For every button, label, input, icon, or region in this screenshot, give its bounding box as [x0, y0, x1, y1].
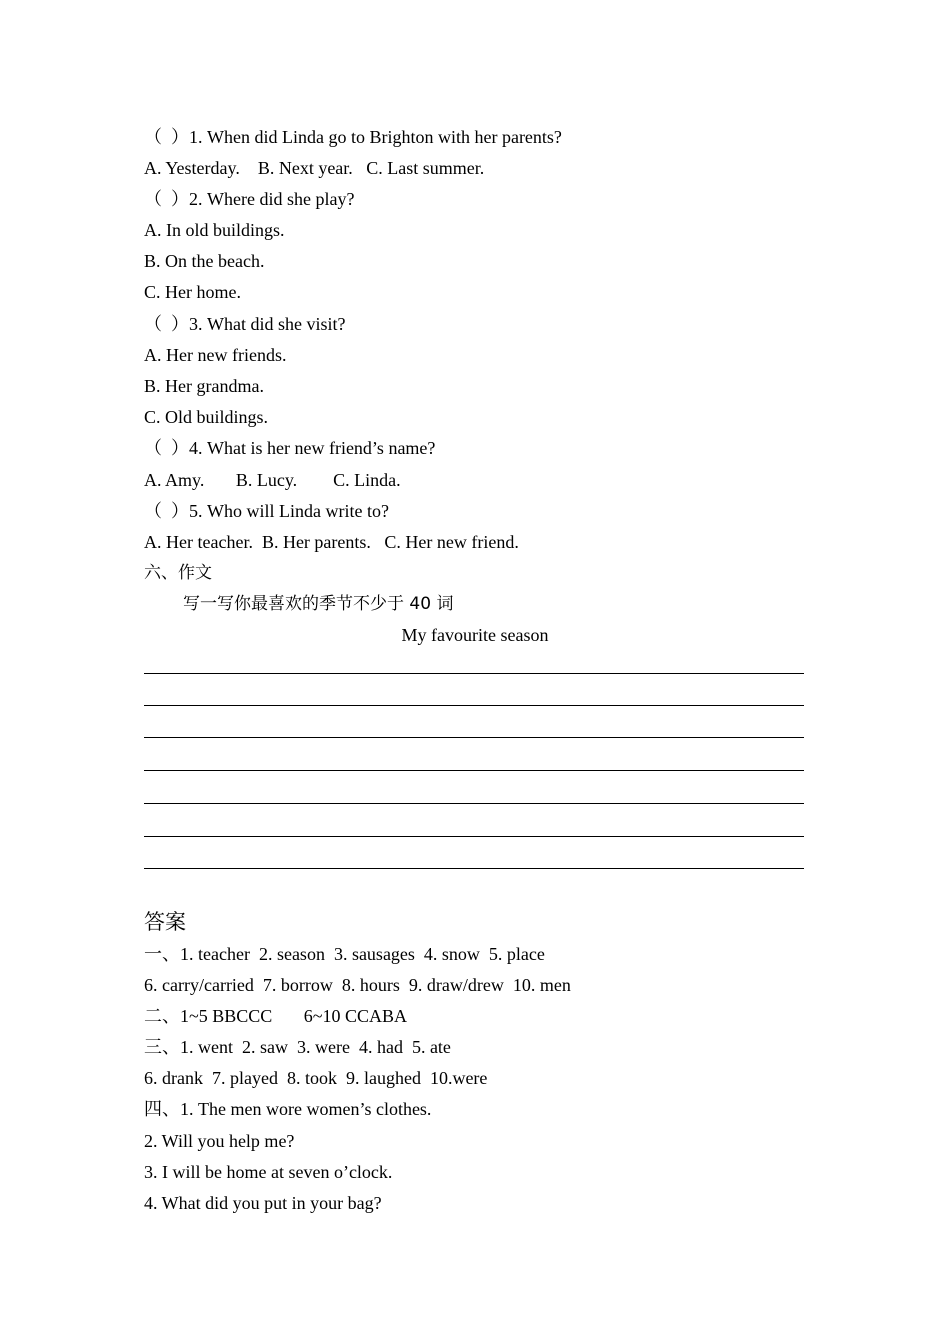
question-2-option-c: C. Her home. — [144, 282, 241, 302]
question-3-option-b: B. Her grandma. — [144, 376, 264, 396]
answer-line-4: 三、1. went 2. saw 3. were 4. had 5. ate — [144, 1037, 451, 1057]
answer-line-8: 3. I will be home at seven o’clock. — [144, 1162, 393, 1182]
answer-line-7: 2. Will you help me? — [144, 1131, 295, 1151]
question-3-stem: （ ）3. What did she visit? — [144, 314, 346, 334]
writing-line-3 — [144, 737, 804, 738]
question-1-options: A. Yesterday. B. Next year. C. Last summer. — [144, 158, 485, 178]
question-1-stem: （ ）1. When did Linda go to Brighton with her parents? — [144, 127, 562, 147]
composition-heading: 六、作文 — [144, 563, 212, 583]
answer-line-3: 二、1~5 BBCCC 6~10 CCABA — [144, 1006, 408, 1026]
question-3-option-a: A. Her new friends. — [144, 345, 287, 365]
writing-line-7 — [144, 868, 804, 869]
answer-line-1: 一、1. teacher 2. season 3. sausages 4. snow 5. place — [144, 944, 545, 964]
writing-line-1 — [144, 673, 804, 674]
question-2-option-b: B. On the beach. — [144, 251, 265, 271]
composition-title: My favourite season — [401, 625, 549, 645]
question-3-option-c: C. Old buildings. — [144, 407, 269, 427]
question-2-option-a: A. In old buildings. — [144, 220, 285, 240]
answer-line-6: 四、1. The men wore women’s clothes. — [144, 1099, 432, 1119]
answers-title: 答案 — [144, 910, 186, 934]
writing-line-5 — [144, 803, 804, 804]
writing-line-2 — [144, 705, 804, 706]
writing-line-6 — [144, 836, 804, 837]
question-5-stem: （ ）5. Who will Linda write to? — [144, 501, 389, 521]
question-5-options: A. Her teacher. B. Her parents. C. Her new friend. — [144, 532, 519, 552]
question-2-stem: （ ）2. Where did she play? — [144, 189, 355, 209]
answer-line-9: 4. What did you put in your bag? — [144, 1193, 382, 1213]
answer-line-2: 6. carry/carried 7. borrow 8. hours 9. draw/drew 10. men — [144, 975, 571, 995]
answer-line-5: 6. drank 7. played 8. took 9. laughed 10.were — [144, 1068, 488, 1088]
writing-line-4 — [144, 770, 804, 771]
composition-instruction: 写一写你最喜欢的季节不少于 40 词 — [183, 594, 454, 614]
question-4-options: A. Amy. B. Lucy. C. Linda. — [144, 470, 401, 490]
question-4-stem: （ ）4. What is her new friend’s name? — [144, 438, 436, 458]
